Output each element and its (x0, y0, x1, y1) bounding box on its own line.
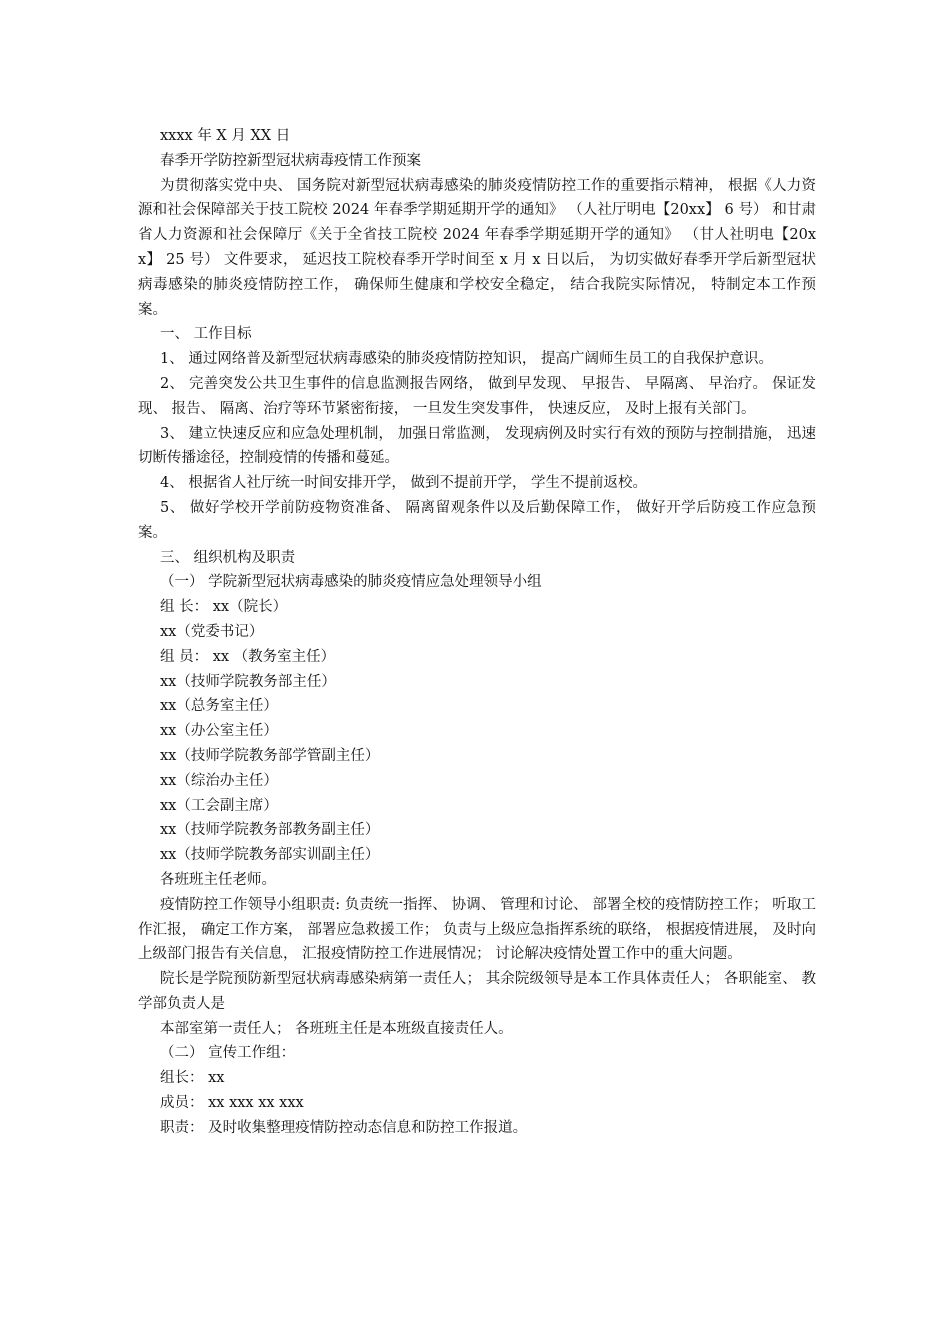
group-heading-leadership: （一） 学院新型冠状病毒感染的肺炎疫情应急处理领导小组 (160, 574, 542, 591)
member-line: 组 长： xx（院长） (160, 599, 288, 616)
responsibility-continuation: 本部室第一责任人； 各班班主任是本班级直接责任人。 (160, 1020, 513, 1037)
member-line: 组 员： xx （教务室主任） (160, 648, 336, 665)
member-line: xx（技师学院教务部实训副主任） (160, 847, 380, 864)
goal-item: 2、 完善突发公共卫生事件的信息监测报告网络， 做到早发现、 早报告、 早隔离、 早治疗。 保证发现、 报告、 隔离、治疗等环节紧密衔接， 一旦发生突发事件， 快速反应， 及时上报有关部门。 (138, 375, 816, 417)
responsibility-paragraph: 院长是学院预防新型冠状病毒感染病第一责任人； 其余院级领导是本工作具体责任人； 各职能室、 教学部负责人是 (138, 971, 816, 1012)
member-line: 各班班主任老师。 (160, 871, 276, 888)
goal-item: 1、 通过网络普及新型冠状病毒感染的肺炎疫情防控知识， 提高广阔师生员工的自我保护意识。 (160, 351, 773, 368)
publicity-leader: 组长： xx (160, 1070, 225, 1087)
member-line: xx（技师学院教务部主任） (160, 673, 336, 690)
group-heading-publicity: （二） 宣传工作组： (160, 1045, 296, 1062)
goal-item: 4、 根据省人社厅统一时间安排开学， 做到不提前开学， 学生不提前返校。 (160, 475, 648, 492)
intro-paragraph: 为贯彻落实党中央、 国务院对新型冠状病毒感染的肺炎疫情防控工作的重要指示精神， 根据《人力资源和社会保障部关于技工院校 2024 年春季学期延期开学的通知》 （人社厅明电【20xx】 6 号） 和甘肃省人力资源和社会保障厅《关于全省技工院校 2024 年春季学期延期开学的通知》 （甘人社明电【20xx】 25 号） 文件要求， 延迟技工院校春季开学时间至 x 月 x 日以后， 为切实做好春季开学后新型冠状病毒感染的肺炎疫情防控工作， 确保师生健康和学校安全稳定， 结合我院实际情况， 特制定本工作预案。 (138, 177, 816, 318)
section-heading-organization: 三、 组织机构及职责 (160, 549, 296, 566)
member-line: xx（技师学院教务部学管副主任） (160, 747, 380, 764)
member-line: xx（综治办主任） (160, 772, 278, 789)
member-line: xx（技师学院教务部教务副主任） (160, 822, 380, 839)
goal-item: 3、 建立快速反应和应急处理机制， 加强日常监测， 发现病例及时实行有效的预防与控制措施， 迅速切断传播途径，控制疫情的传播和蔓延。 (138, 425, 816, 467)
publicity-members: 成员： xx xxx xx xxx (160, 1095, 304, 1112)
document-date: xxxx 年 X 月 XX 日 (160, 128, 291, 144)
document-page (138, 124, 816, 1141)
document-title: 春季开学防控新型冠状病毒疫情工作预案 (160, 152, 421, 169)
duties-paragraph: 疫情防控工作领导小组职责: 负责统一指挥、 协调、 管理和讨论、 部署全校的疫情防控工作； 听取工作汇报， 确定工作方案， 部署应急救援工作； 负责与上级应急指挥系统的联络， 根据疫情进展， 及时向上级部门报告有关信息， 汇报疫情防控工作进展情况； 讨论解决疫情处置工作中的重大问题。 (138, 896, 816, 963)
publicity-duty: 职责： 及时收集整理疫情防控动态信息和防控工作报道。 (160, 1119, 528, 1136)
section-heading-goals: 一、 工作目标 (160, 326, 252, 343)
member-line: xx（工会副主席） (160, 797, 278, 814)
goal-item: 5、 做好学校开学前防疫物资准备、 隔离留观条件以及后勤保障工作， 做好开学后防疫工作应急预案。 (138, 499, 816, 541)
member-line: xx（总务室主任） (160, 698, 278, 715)
member-line: xx（办公室主任） (160, 723, 278, 740)
member-line: xx（党委书记） (160, 623, 264, 640)
